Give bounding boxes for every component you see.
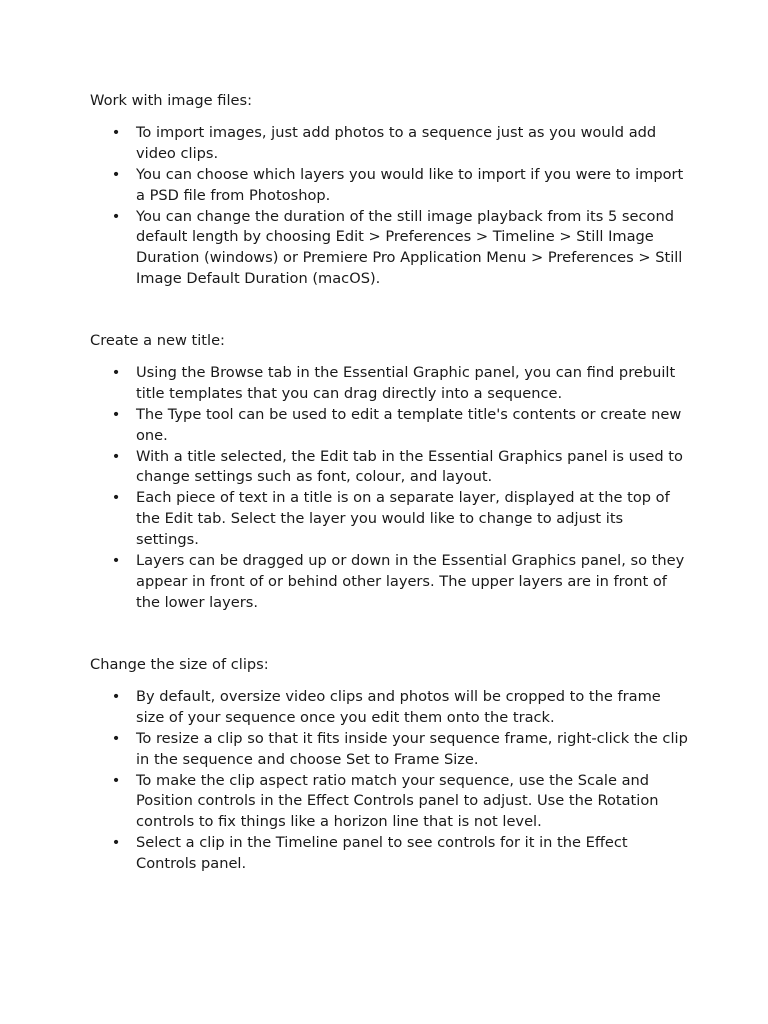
bullet-icon: • (111, 771, 121, 789)
bullet-icon: • (111, 123, 121, 141)
list-item (90, 447, 688, 489)
list-item (90, 405, 688, 447)
bullet-list (90, 123, 690, 290)
bullet-icon: • (111, 165, 121, 183)
bullet-icon: • (111, 405, 121, 423)
list-item-text: Each piece of text in a title is on a separate layer, displayed at the top of the Edit tab. Select the layer you would like to change to adjust its settings. (136, 489, 670, 549)
list-item (90, 551, 688, 614)
bullet-icon: • (111, 207, 121, 225)
bullet-icon: • (111, 447, 121, 465)
list-item (90, 207, 688, 291)
list-item-text: To make the clip aspect ratio match your sequence, use the Scale and Position controls in the Effect Controls panel to adjust. Use the Rotation controls to fix things like a horizon line that is not level. (136, 771, 659, 831)
list-item (90, 833, 688, 875)
bullet-icon: • (111, 687, 121, 705)
section-clip-size (90, 655, 690, 875)
list-item-text: The Type tool can be used to edit a template title's contents or create new one. (136, 405, 682, 444)
list-item-text: To import images, just add photos to a sequence just as you would add video clips. (136, 123, 657, 162)
list-item (90, 488, 688, 551)
list-item-text: By default, oversize video clips and photos will be cropped to the frame size of your sequence once you edit them onto the track. (136, 687, 661, 726)
list-item-text: You can change the duration of the still image playback from its 5 second default length by choosing Edit > Preferences > Timeline > Still Image Duration (windows) or Premiere Pro Application Menu > Preferences > Still Image Default Duration (macOS). (136, 207, 683, 288)
bullet-icon: • (111, 489, 121, 507)
bullet-list (90, 687, 690, 875)
list-item-text: To resize a clip so that it fits inside your sequence frame, right-click the clip in the sequence and choose Set to Frame Size. (136, 729, 688, 768)
list-item-text: Layers can be dragged up or down in the Essential Graphics panel, so they appear in front of or behind other layers. The upper layers are in front of the lower layers. (136, 552, 685, 611)
section-image-files (90, 91, 690, 290)
bullet-list (90, 363, 690, 614)
section-heading: Work with image files: (90, 92, 253, 109)
list-item (90, 123, 688, 165)
list-item (90, 165, 688, 207)
list-item (90, 687, 688, 729)
list-item (90, 771, 688, 834)
list-item-text: Using the Browse tab in the Essential Graphic panel, you can find prebuilt title templates that you can drag directly into a sequence. (136, 363, 676, 402)
bullet-icon: • (111, 363, 121, 381)
list-item-text: You can choose which layers you would like to import if you were to import a PSD file from Photoshop. (136, 165, 684, 204)
list-item (90, 363, 688, 405)
list-item-text: With a title selected, the Edit tab in the Essential Graphics panel is used to change settings such as font, colour, and layout. (136, 447, 683, 486)
bullet-icon: • (111, 834, 121, 852)
bullet-icon: • (111, 552, 121, 570)
bullet-icon: • (111, 729, 121, 747)
list-item-text: Select a clip in the Timeline panel to see controls for it in the Effect Controls panel. (136, 834, 628, 873)
section-heading: Change the size of clips: (90, 656, 269, 673)
section-new-title (90, 331, 690, 614)
section-heading: Create a new title: (90, 332, 225, 349)
list-item (90, 729, 688, 771)
